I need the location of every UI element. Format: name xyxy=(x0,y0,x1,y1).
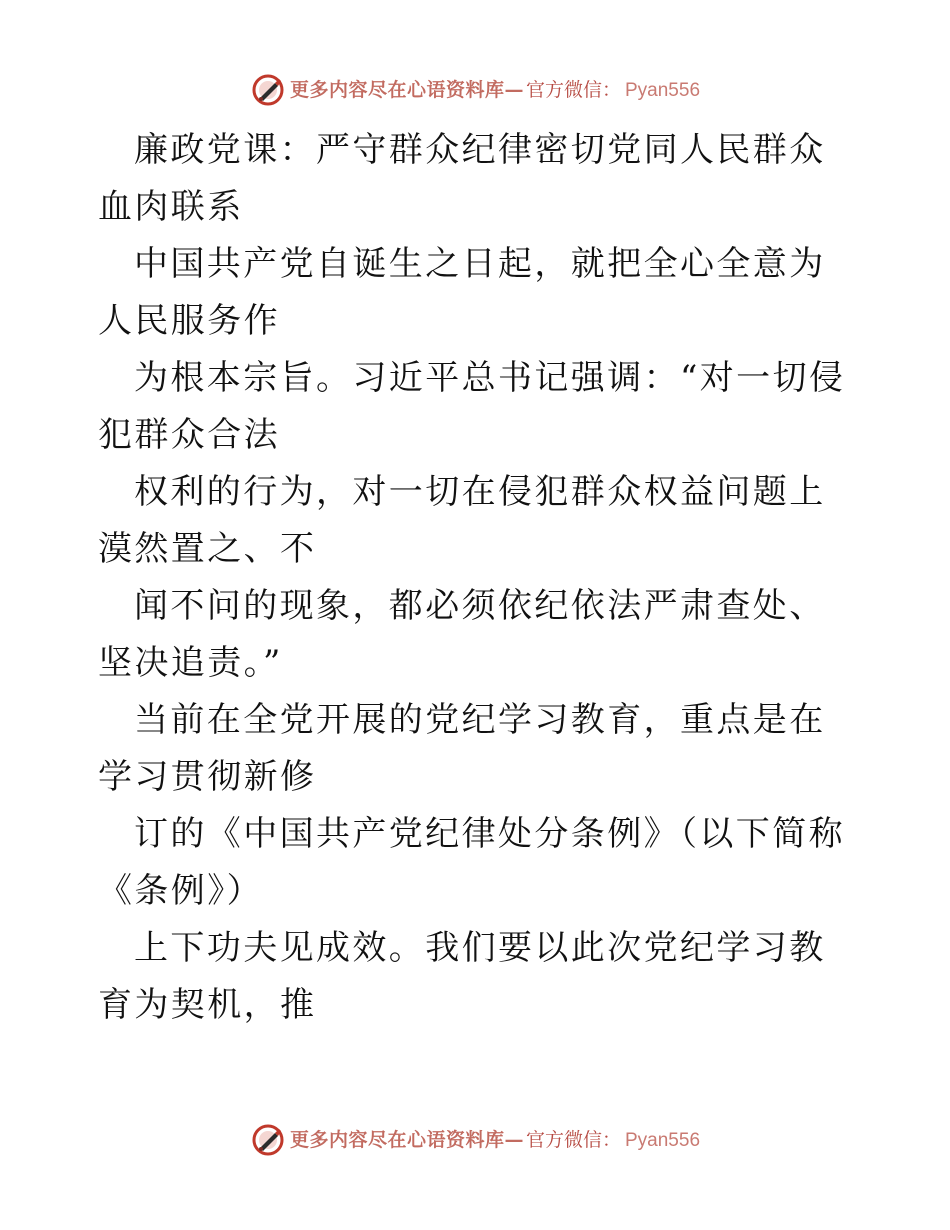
banner-wechat-id: Pyan556 xyxy=(625,1129,701,1151)
document-paragraph: 中国共产党自诞生之日起，就把全心全意为人民服务作 xyxy=(98,244,826,341)
red-ring-pen-logo-icon xyxy=(250,72,286,108)
document-title: 廉政党课：严守群众纪律密切党同人民群众血肉联系 xyxy=(98,130,826,227)
document-paragraph: 权利的行为，对一切在侵犯群众权益问题上漠然置之、不 xyxy=(98,472,826,569)
banner-text xyxy=(289,78,701,101)
header-banner xyxy=(0,70,950,110)
document-paragraph: 闻不问的现象，都必须依纪依法严肃查处、坚决追责。” xyxy=(98,586,826,683)
document-paragraph: 上下功夫见成效。我们要以此次党纪学习教育为契机，推 xyxy=(98,928,826,1025)
document-paragraph: 为根本宗旨。习近平总书记强调：“对一切侵犯群众合法 xyxy=(98,358,846,455)
banner-main-text: 更多内容尽在心语资料库— xyxy=(289,1128,524,1151)
document-paragraph: 当前在全党开展的党纪学习教育，重点是在学习贯彻新修 xyxy=(98,700,826,797)
banner-wechat-id: Pyan556 xyxy=(625,79,701,101)
document-paragraph: 订的《中国共产党纪律处分条例》（以下简称《条例》） xyxy=(98,814,845,911)
document-body xyxy=(98,122,854,1034)
banner-wechat-label: 官方微信： xyxy=(525,1128,621,1151)
red-ring-pen-logo-icon xyxy=(250,1122,286,1158)
banner-text xyxy=(289,1128,701,1151)
footer-banner xyxy=(0,1120,950,1160)
banner-wechat-label: 官方微信： xyxy=(525,78,621,101)
banner-main-text: 更多内容尽在心语资料库— xyxy=(289,78,524,101)
